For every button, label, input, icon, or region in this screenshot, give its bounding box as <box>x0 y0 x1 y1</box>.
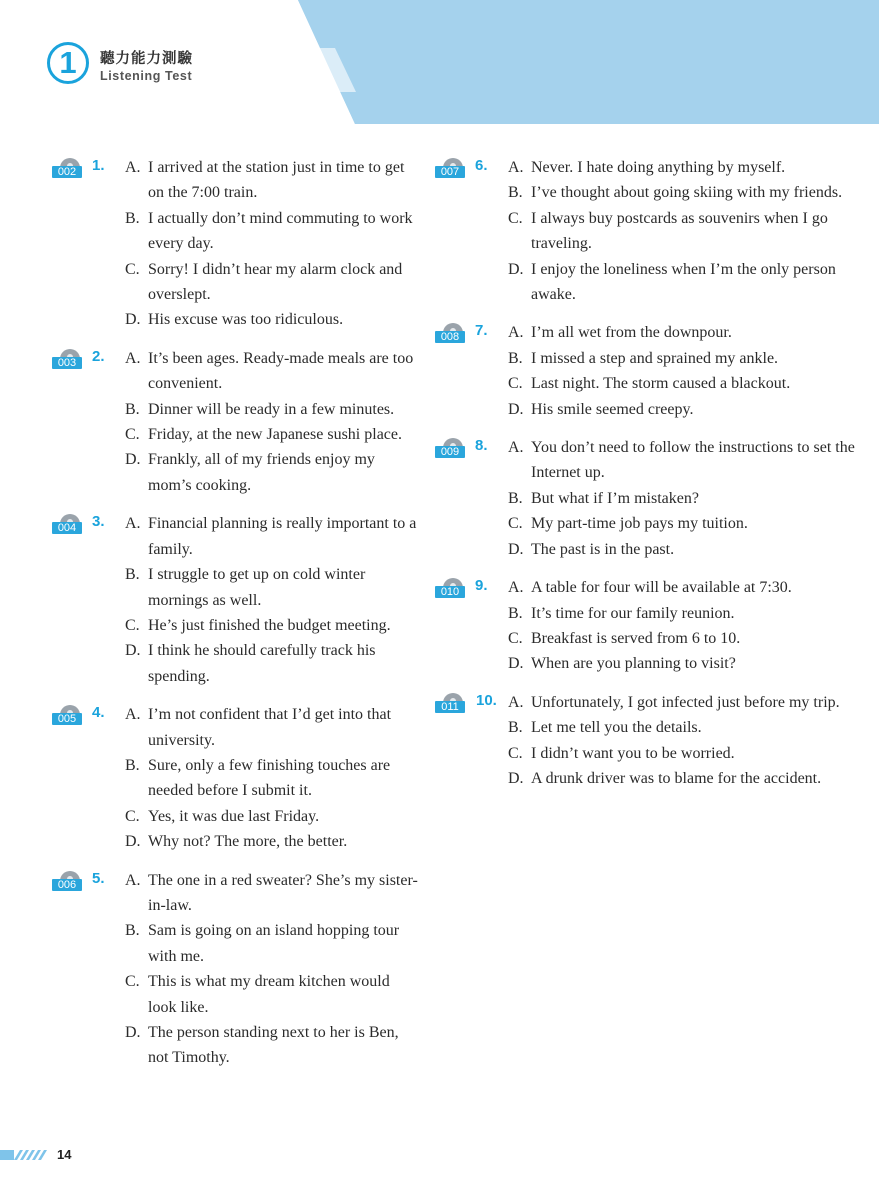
chapter-number-badge: 1 <box>47 42 89 84</box>
option-d: D. Frankly, all of my friends enjoy my mom’s cooking. <box>125 451 375 494</box>
option-d: D. Why not? The more, the better. <box>125 833 348 851</box>
footer-stripes <box>0 1146 50 1162</box>
option-a: A. You don’t need to follow the instructions to set the Internet up. <box>508 439 855 482</box>
option-text: I actually don’t mind commuting to work every day. <box>148 209 413 253</box>
option-b: B. But what if I’m mistaken? <box>508 489 699 507</box>
option-b: B. Let me tell you the details. <box>508 719 702 737</box>
option-text: I’m not confident that I’d get into that university. <box>148 706 392 749</box>
option-b: B. I missed a step and sprained my ankle. <box>508 349 779 367</box>
option-c: C. Last night. The storm caused a blackout. <box>508 375 791 393</box>
option-c: C. Sorry! I didn’t hear my alarm clock and overslept. <box>125 260 403 304</box>
option-a: A. Unfortunately, I got infected just before my trip. <box>508 693 840 711</box>
option-text: He’s just finished the budget meeting. <box>148 616 391 634</box>
question-number: 6. <box>475 157 488 174</box>
option-c: C. Friday, at the new Japanese sushi place. <box>125 426 402 444</box>
question-number: 1. <box>92 157 105 174</box>
track-number: 003 <box>52 357 82 369</box>
question-item <box>435 320 855 422</box>
option-a: A. I’m not confident that I’d get into that university. <box>125 706 392 749</box>
option-text: Friday, at the new Japanese sushi place. <box>148 426 402 444</box>
question-number: 7. <box>475 322 488 340</box>
cd-track-icon[interactable] <box>435 574 469 602</box>
track-number: 009 <box>435 446 465 458</box>
option-text: Let me tell you the details. <box>531 719 702 737</box>
cd-track-icon[interactable] <box>52 867 86 895</box>
option-a: A. I’m all wet from the downpour. <box>508 324 732 342</box>
cd-track-icon[interactable] <box>435 319 469 347</box>
right-column <box>435 155 855 804</box>
question-item <box>52 511 422 689</box>
option-b: B. I’ve thought about going skiing with my friends. <box>508 184 843 202</box>
option-text: Dinner will be ready in a few minutes. <box>148 400 395 418</box>
option-a: A. It’s been ages. Ready-made meals are too convenient. <box>125 349 414 393</box>
option-text: When are you planning to visit? <box>531 655 736 673</box>
option-text: Why not? The more, the better. <box>148 833 348 851</box>
option-text: You don’t need to follow the instructions to set the Internet up. <box>531 439 855 482</box>
track-number: 011 <box>435 701 465 713</box>
option-c: C. I didn’t want you to be worried. <box>508 744 735 762</box>
option-text: It’s been ages. Ready-made meals are too convenient. <box>148 349 414 393</box>
option-text: His excuse was too ridiculous. <box>148 311 344 329</box>
question-item <box>435 575 855 677</box>
track-number: 006 <box>52 879 82 891</box>
option-text: I always buy postcards as souvenirs when I go traveling. <box>531 209 828 253</box>
option-a: A. I arrived at the station just in time to get on the 7:00 train. <box>125 159 405 202</box>
question-number: 10. <box>476 691 497 709</box>
option-text: I enjoy the loneliness when I’m the only person awake. <box>531 260 836 304</box>
option-d: D. The past is in the past. <box>508 540 675 558</box>
option-c: C. I always buy postcards as souvenirs when I go traveling. <box>508 209 828 253</box>
question-number: 4. <box>92 704 105 722</box>
option-b: B. Dinner will be ready in a few minutes. <box>125 400 395 418</box>
option-text: My part-time job pays my tuition. <box>531 515 748 533</box>
track-number: 005 <box>52 713 82 725</box>
option-text: Yes, it was due last Friday. <box>148 807 320 825</box>
track-number: 002 <box>52 166 82 178</box>
option-text: His smile seemed creepy. <box>531 400 694 418</box>
option-text: The person standing next to her is Ben, not Timothy. <box>148 1024 399 1067</box>
page-header <box>0 0 879 125</box>
option-text: I’ve thought about going skiing with my friends. <box>531 184 843 202</box>
track-number: 007 <box>435 166 465 178</box>
option-b: B. Sure, only a few finishing touches are needed before I submit it. <box>125 756 391 800</box>
question-number: 9. <box>475 577 488 595</box>
option-text: Unfortunately, I got infected just before my trip. <box>531 693 840 711</box>
option-d: D. His smile seemed creepy. <box>508 400 694 418</box>
option-a: A. The one in a red sweater? She’s my sister-in-law. <box>125 871 418 914</box>
page-number: 14 <box>57 1147 72 1162</box>
option-d: D. I think he should carefully track his spending. <box>125 642 376 685</box>
option-c: C. This is what my dream kitchen would look like. <box>125 973 390 1016</box>
option-text: A drunk driver was to blame for the accident. <box>531 769 822 787</box>
cd-track-icon[interactable] <box>52 154 86 182</box>
question-item <box>435 690 855 792</box>
option-text: I think he should carefully track his spending. <box>148 642 376 685</box>
option-text: Sorry! I didn’t hear my alarm clock and overslept. <box>148 260 403 304</box>
question-number: 5. <box>92 869 105 887</box>
option-d: D. His excuse was too ridiculous. <box>125 311 344 329</box>
question-item <box>52 346 422 498</box>
question-item <box>52 868 422 1071</box>
cd-track-icon[interactable] <box>435 689 469 717</box>
cd-track-icon[interactable] <box>52 701 86 729</box>
cd-track-icon[interactable] <box>52 345 86 373</box>
option-text: But what if I’m mistaken? <box>531 489 699 507</box>
question-number: 8. <box>475 437 488 455</box>
option-text: I arrived at the station just in time to get on the 7:00 train. <box>148 159 405 202</box>
question-item <box>435 155 855 307</box>
option-text: I’m all wet from the downpour. <box>531 324 732 342</box>
option-text: It’s time for our family reunion. <box>531 604 735 622</box>
question-number: 3. <box>92 513 105 531</box>
option-text: Sure, only a few finishing touches are needed before I submit it. <box>148 756 391 800</box>
option-d: D. I enjoy the loneliness when I’m the only person awake. <box>508 260 836 304</box>
cd-track-icon[interactable] <box>435 434 469 462</box>
option-text: I missed a step and sprained my ankle. <box>531 349 779 367</box>
option-text: This is what my dream kitchen would look like. <box>148 973 390 1016</box>
option-b: B. Sam is going on an island hopping tour with me. <box>125 922 400 965</box>
option-text: I didn’t want you to be worried. <box>531 744 735 762</box>
option-text: Last night. The storm caused a blackout. <box>531 375 791 393</box>
section-title-chinese: 聽力能力測驗 <box>100 51 193 67</box>
option-a: A. Financial planning is really important to a family. <box>125 515 417 558</box>
option-text: A table for four will be available at 7:30. <box>531 579 792 597</box>
option-text: The past is in the past. <box>531 540 675 558</box>
header-stripe <box>243 48 301 92</box>
option-text: Never. I hate doing anything by myself. <box>531 159 786 176</box>
option-text: Sam is going on an island hopping tour with me. <box>148 922 400 965</box>
option-text: Breakfast is served from 6 to 10. <box>531 629 741 647</box>
option-b: B. I actually don’t mind commuting to work every day. <box>125 209 413 253</box>
question-item <box>52 155 422 333</box>
question-item <box>435 435 855 562</box>
left-column <box>52 155 422 1084</box>
track-number: 004 <box>52 522 82 534</box>
option-a: A. Never. I hate doing anything by myself. <box>508 159 786 176</box>
option-c: C. Yes, it was due last Friday. <box>125 807 320 825</box>
track-number: 008 <box>435 331 465 343</box>
track-number: 010 <box>435 586 465 598</box>
option-text: The one in a red sweater? She’s my sister-in-law. <box>148 871 418 914</box>
option-b: B. I struggle to get up on cold winter mornings as well. <box>125 566 366 609</box>
option-a: A. A table for four will be available at 7:30. <box>508 579 792 597</box>
section-title-english: Listening Test <box>100 69 193 83</box>
option-d: D. A drunk driver was to blame for the accident. <box>508 769 822 787</box>
option-text: Financial planning is really important to a family. <box>148 515 417 558</box>
question-number: 2. <box>92 347 105 365</box>
option-d: D. When are you planning to visit? <box>508 655 736 673</box>
cd-track-icon[interactable] <box>435 154 469 182</box>
option-c: C. My part-time job pays my tuition. <box>508 515 748 533</box>
option-c: C. He’s just finished the budget meeting. <box>125 616 391 634</box>
option-text: I struggle to get up on cold winter mornings as well. <box>148 566 366 609</box>
option-b: B. It’s time for our family reunion. <box>508 604 735 622</box>
option-c: C. Breakfast is served from 6 to 10. <box>508 629 741 647</box>
option-text: Frankly, all of my friends enjoy my mom’s cooking. <box>148 451 375 494</box>
option-d: D. The person standing next to her is Ben, not Timothy. <box>125 1024 399 1067</box>
cd-track-icon[interactable] <box>52 510 86 538</box>
question-item <box>52 702 422 854</box>
